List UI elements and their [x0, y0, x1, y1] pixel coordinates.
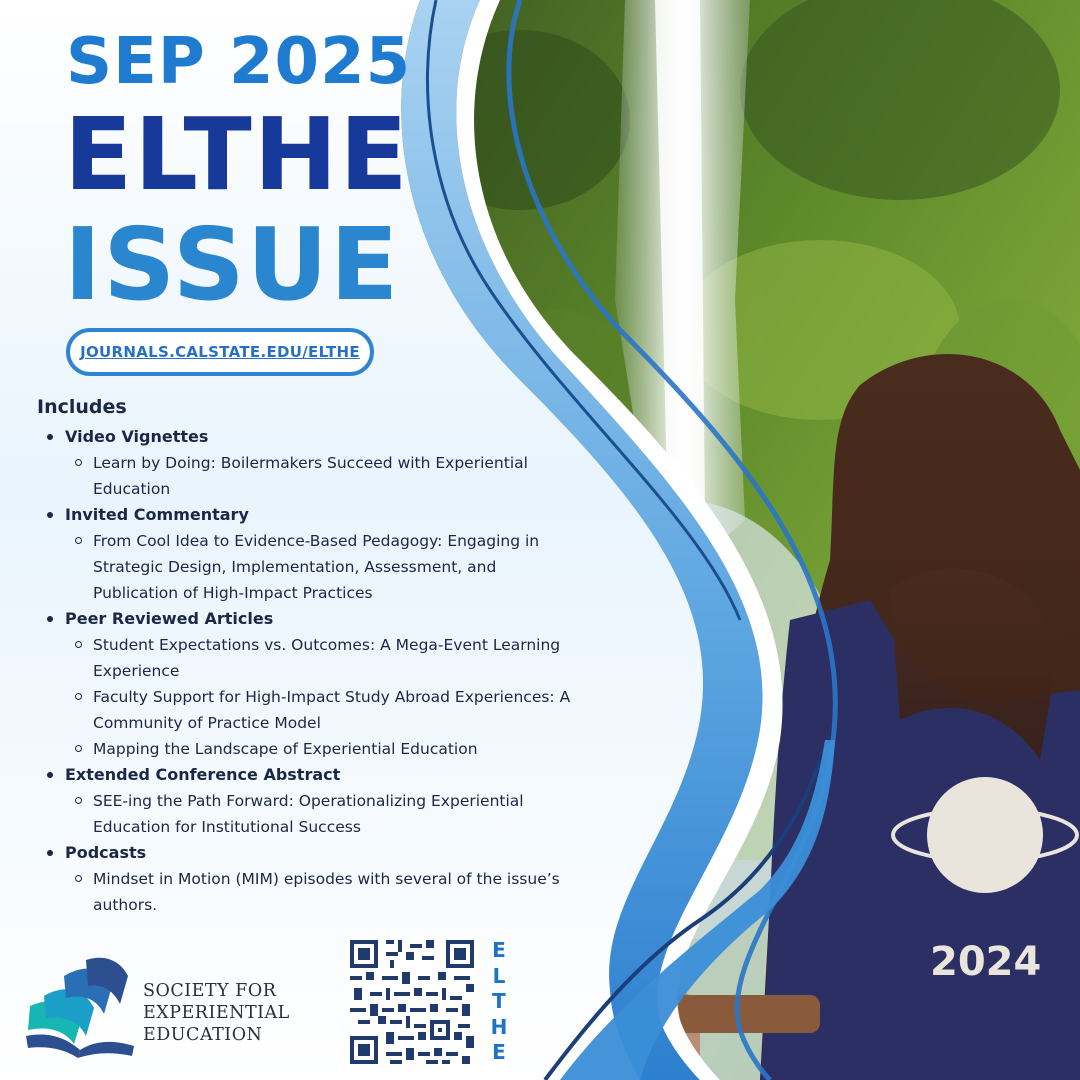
section-conference-abstract [37, 762, 577, 840]
list-item: Learn by Doing: Boilermakers Succeed with Experiential Education [37, 450, 577, 502]
journal-url-text: JOURNALS.CALSTATE.EDU/ELTHE [80, 343, 360, 361]
section-title: Video Vignettes [37, 424, 577, 450]
journal-title: ELTHE [64, 96, 410, 213]
list-item: Student Expectations vs. Outcomes: A Mega-Event Learning Experience [37, 632, 577, 684]
section-video-vignettes [37, 424, 577, 502]
vertical-letter: E [492, 1040, 506, 1065]
list-item: SEE-ing the Path Forward: Operationalizing Experiential Education for Institutional Success [37, 788, 577, 840]
issue-label: ISSUE [64, 206, 401, 323]
vertical-letter: H [490, 1014, 508, 1039]
list-item: Faculty Support for High-Impact Study Abroad Experiences: A Community of Practice Model [37, 684, 577, 736]
section-podcasts [37, 840, 577, 918]
vertical-elthe-label [486, 938, 512, 1066]
section-title: Podcasts [37, 840, 577, 866]
contents-list [37, 424, 577, 918]
list-item: Mapping the Landscape of Experiential Education [37, 736, 577, 762]
includes-heading: Includes [37, 396, 127, 418]
section-peer-reviewed [37, 606, 577, 762]
shirt-text: 2024 [930, 939, 1042, 985]
society-logo-icon [24, 956, 144, 1060]
section-title: Invited Commentary [37, 502, 577, 528]
list-item: From Cool Idea to Evidence-Based Pedagogy: Engaging in Strategic Design, Implementation, Assessment, and Publication of High-Impact Practices [37, 528, 577, 606]
issue-date: SEP 2025 [66, 25, 412, 99]
section-title: Extended Conference Abstract [37, 762, 577, 788]
organization-name [143, 980, 290, 1046]
vertical-letter: E [492, 938, 506, 962]
qr-code[interactable] [346, 936, 478, 1068]
vertical-letter: L [492, 963, 506, 988]
section-title: Peer Reviewed Articles [37, 606, 577, 632]
vertical-letter: T [492, 989, 506, 1014]
section-invited-commentary [37, 502, 577, 606]
list-item: Mindset in Motion (MIM) episodes with several of the issue’s authors. [37, 866, 577, 918]
org-line: SOCIETY FOR [143, 981, 277, 1001]
journal-url-link[interactable] [66, 328, 374, 376]
org-line: EDUCATION [143, 1025, 263, 1045]
org-line: EXPERIENTIAL [143, 1003, 290, 1023]
